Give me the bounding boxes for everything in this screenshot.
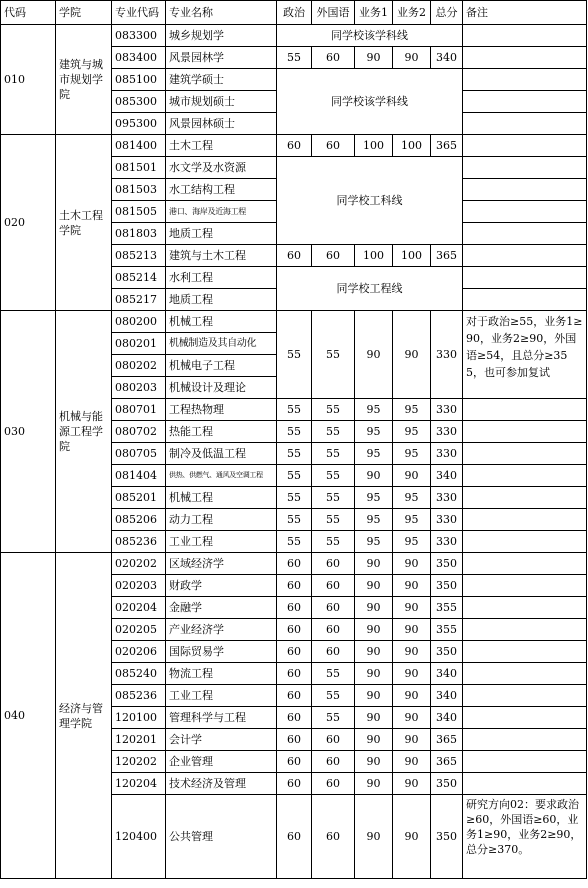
score-foreign: 60 <box>312 597 355 619</box>
major-name: 地质工程 <box>166 289 277 311</box>
score-business1: 90 <box>355 685 393 707</box>
major-name: 机械工程 <box>166 311 277 333</box>
major-code: 020202 <box>112 553 166 575</box>
major-code: 020203 <box>112 575 166 597</box>
major-name: 区域经济学 <box>166 553 277 575</box>
note-cell <box>463 773 587 795</box>
note-cell <box>463 399 587 421</box>
score-total: 330 <box>431 399 463 421</box>
score-total: 330 <box>431 487 463 509</box>
note-cell <box>463 729 587 751</box>
col-header-politics: 政治 <box>277 1 312 25</box>
major-code: 095300 <box>112 113 166 135</box>
major-code: 083400 <box>112 47 166 69</box>
score-total: 340 <box>431 465 463 487</box>
score-foreign: 55 <box>312 443 355 465</box>
major-name: 土木工程 <box>166 135 277 157</box>
score-total: 330 <box>431 443 463 465</box>
major-code: 080701 <box>112 399 166 421</box>
major-name: 水文学及水资源 <box>166 157 277 179</box>
score-total: 355 <box>431 597 463 619</box>
score-business2: 90 <box>393 311 431 399</box>
table-row <box>1 25 587 47</box>
score-politics: 55 <box>277 487 312 509</box>
score-total: 350 <box>431 575 463 597</box>
major-code: 120400 <box>112 795 166 879</box>
major-name: 热能工程 <box>166 421 277 443</box>
score-politics: 55 <box>277 465 312 487</box>
score-politics: 60 <box>277 245 312 267</box>
score-politics: 60 <box>277 553 312 575</box>
major-name: 公共管理 <box>166 795 277 879</box>
score-business1: 90 <box>355 751 393 773</box>
major-code: 085217 <box>112 289 166 311</box>
score-business2: 90 <box>393 641 431 663</box>
major-code: 081404 <box>112 465 166 487</box>
score-foreign: 55 <box>312 487 355 509</box>
score-total: 330 <box>431 531 463 553</box>
major-code: 020204 <box>112 597 166 619</box>
major-code: 020206 <box>112 641 166 663</box>
college-code: 020 <box>1 135 56 311</box>
note-cell <box>463 553 587 575</box>
score-total: 365 <box>431 135 463 157</box>
note-cell <box>463 25 587 47</box>
major-code: 080203 <box>112 377 166 399</box>
score-business2: 95 <box>393 443 431 465</box>
score-foreign: 55 <box>312 311 355 399</box>
note-cell <box>463 707 587 729</box>
score-foreign: 55 <box>312 399 355 421</box>
header-row <box>1 1 587 25</box>
major-code: 085240 <box>112 663 166 685</box>
major-name: 城市规划硕士 <box>166 91 277 113</box>
score-politics: 60 <box>277 135 312 157</box>
major-code: 085206 <box>112 509 166 531</box>
note-cell <box>463 179 587 201</box>
major-code: 085236 <box>112 685 166 707</box>
score-business1: 90 <box>355 729 393 751</box>
score-business2: 95 <box>393 421 431 443</box>
table-row <box>1 135 587 157</box>
score-politics: 60 <box>277 707 312 729</box>
score-politics: 55 <box>277 47 312 69</box>
score-business2: 90 <box>393 575 431 597</box>
merged-line-note: 同学校该学科线 <box>277 69 463 135</box>
major-name: 水工结构工程 <box>166 179 277 201</box>
major-code: 085214 <box>112 267 166 289</box>
score-total: 350 <box>431 773 463 795</box>
major-code: 081503 <box>112 179 166 201</box>
score-politics: 60 <box>277 751 312 773</box>
score-business1: 95 <box>355 421 393 443</box>
score-politics: 60 <box>277 685 312 707</box>
major-name: 工程热物理 <box>166 399 277 421</box>
major-name: 物流工程 <box>166 663 277 685</box>
score-politics: 60 <box>277 575 312 597</box>
major-name: 制冷及低温工程 <box>166 443 277 465</box>
score-business2: 95 <box>393 531 431 553</box>
score-business1: 95 <box>355 399 393 421</box>
score-business1: 90 <box>355 311 393 399</box>
score-business1: 90 <box>355 707 393 729</box>
table-row <box>1 311 587 333</box>
col-header-notes: 备注 <box>463 1 587 25</box>
score-business2: 100 <box>393 245 431 267</box>
major-name: 管理科学与工程 <box>166 707 277 729</box>
note-cell <box>463 267 587 289</box>
note-cell: 研究方向02：要求政治≥60，外国语≥60，业务1≥90，业务2≥90，总分≥370。 <box>463 795 587 879</box>
score-business2: 90 <box>393 47 431 69</box>
score-business1: 90 <box>355 641 393 663</box>
score-business2: 90 <box>393 707 431 729</box>
col-header-major-name: 专业名称 <box>166 1 277 25</box>
score-politics: 55 <box>277 509 312 531</box>
col-header-total: 总分 <box>431 1 463 25</box>
note-cell <box>463 619 587 641</box>
score-total: 355 <box>431 619 463 641</box>
major-name: 风景园林学 <box>166 47 277 69</box>
major-code: 080201 <box>112 333 166 355</box>
major-name: 国际贸易学 <box>166 641 277 663</box>
score-business2: 90 <box>393 685 431 707</box>
note-cell <box>463 751 587 773</box>
college-name: 经济与管理学院 <box>56 553 112 879</box>
note-cell <box>463 135 587 157</box>
score-foreign: 60 <box>312 619 355 641</box>
score-foreign: 60 <box>312 773 355 795</box>
major-code: 081505 <box>112 201 166 223</box>
major-name: 建筑与土木工程 <box>166 245 277 267</box>
note-cell <box>463 223 587 245</box>
score-business2: 90 <box>393 465 431 487</box>
score-politics: 55 <box>277 421 312 443</box>
major-code: 120100 <box>112 707 166 729</box>
major-code: 020205 <box>112 619 166 641</box>
score-business1: 90 <box>355 465 393 487</box>
score-business2: 90 <box>393 597 431 619</box>
score-business2: 90 <box>393 751 431 773</box>
score-business2: 90 <box>393 619 431 641</box>
note-cell <box>463 487 587 509</box>
college-name: 土木工程学院 <box>56 135 112 311</box>
col-header-college: 学院 <box>56 1 112 25</box>
score-business1: 95 <box>355 487 393 509</box>
note-cell: 对于政治≥55，业务1≥90，业务2≥90，外国语≥54，且总分≥355，也可参加复试 <box>463 311 587 399</box>
score-total: 340 <box>431 685 463 707</box>
note-cell <box>463 69 587 91</box>
score-business1: 95 <box>355 443 393 465</box>
score-foreign: 55 <box>312 421 355 443</box>
major-name: 机械设计及理论 <box>166 377 277 399</box>
score-business1: 90 <box>355 47 393 69</box>
score-total: 350 <box>431 641 463 663</box>
score-politics: 60 <box>277 773 312 795</box>
major-code: 085100 <box>112 69 166 91</box>
score-business2: 90 <box>393 663 431 685</box>
major-code: 080202 <box>112 355 166 377</box>
major-name: 机械电子工程 <box>166 355 277 377</box>
score-business1: 90 <box>355 663 393 685</box>
note-cell <box>463 509 587 531</box>
score-foreign: 60 <box>312 245 355 267</box>
major-name: 地质工程 <box>166 223 277 245</box>
note-cell <box>463 245 587 267</box>
major-name: 动力工程 <box>166 509 277 531</box>
note-cell <box>463 443 587 465</box>
score-business2: 90 <box>393 729 431 751</box>
score-business1: 90 <box>355 619 393 641</box>
major-code: 081501 <box>112 157 166 179</box>
major-code: 085236 <box>112 531 166 553</box>
col-header-code: 代码 <box>1 1 56 25</box>
score-business1: 95 <box>355 509 393 531</box>
score-total: 350 <box>431 553 463 575</box>
score-business2: 90 <box>393 553 431 575</box>
note-cell <box>463 641 587 663</box>
note-cell <box>463 421 587 443</box>
major-code: 083300 <box>112 25 166 47</box>
merged-line-note: 同学校该学科线 <box>277 25 463 47</box>
score-politics: 60 <box>277 597 312 619</box>
note-cell <box>463 685 587 707</box>
major-name: 供热、供燃气、通风及空调工程 <box>166 465 277 487</box>
score-foreign: 60 <box>312 729 355 751</box>
major-name: 风景园林硕士 <box>166 113 277 135</box>
score-politics: 60 <box>277 619 312 641</box>
score-foreign: 55 <box>312 663 355 685</box>
col-header-major-code: 专业代码 <box>112 1 166 25</box>
merged-line-note: 同学校工程线 <box>277 267 463 311</box>
score-foreign: 60 <box>312 575 355 597</box>
score-business1: 95 <box>355 531 393 553</box>
score-politics: 60 <box>277 729 312 751</box>
score-politics: 60 <box>277 641 312 663</box>
merged-line-note: 同学校工科线 <box>277 157 463 245</box>
score-foreign: 55 <box>312 685 355 707</box>
major-name: 城乡规划学 <box>166 25 277 47</box>
score-politics: 55 <box>277 443 312 465</box>
score-business2: 95 <box>393 487 431 509</box>
col-header-foreign: 外国语 <box>312 1 355 25</box>
score-business1: 90 <box>355 575 393 597</box>
note-cell <box>463 289 587 311</box>
major-code: 085213 <box>112 245 166 267</box>
col-header-business1: 业务1 <box>355 1 393 25</box>
note-cell <box>463 113 587 135</box>
score-foreign: 55 <box>312 509 355 531</box>
major-code: 080200 <box>112 311 166 333</box>
score-politics: 55 <box>277 399 312 421</box>
major-name: 企业管理 <box>166 751 277 773</box>
major-name: 技术经济及管理 <box>166 773 277 795</box>
major-code: 120204 <box>112 773 166 795</box>
score-total: 365 <box>431 751 463 773</box>
score-total: 330 <box>431 311 463 399</box>
score-politics: 60 <box>277 663 312 685</box>
college-code: 010 <box>1 25 56 135</box>
score-total: 365 <box>431 729 463 751</box>
college-code: 030 <box>1 311 56 553</box>
note-cell <box>463 157 587 179</box>
score-business1: 100 <box>355 245 393 267</box>
college-name: 机械与能源工程学院 <box>56 311 112 553</box>
score-foreign: 60 <box>312 135 355 157</box>
major-name: 工业工程 <box>166 685 277 707</box>
major-name: 财政学 <box>166 575 277 597</box>
score-foreign: 60 <box>312 751 355 773</box>
score-total: 340 <box>431 663 463 685</box>
score-total: 330 <box>431 509 463 531</box>
college-code: 040 <box>1 553 56 879</box>
major-name: 水利工程 <box>166 267 277 289</box>
major-name: 工业工程 <box>166 531 277 553</box>
major-code: 080705 <box>112 443 166 465</box>
score-business2: 90 <box>393 773 431 795</box>
major-code: 085300 <box>112 91 166 113</box>
score-total: 330 <box>431 421 463 443</box>
score-total: 340 <box>431 47 463 69</box>
major-name: 产业经济学 <box>166 619 277 641</box>
score-foreign: 55 <box>312 707 355 729</box>
note-cell <box>463 465 587 487</box>
major-code: 120201 <box>112 729 166 751</box>
score-foreign: 60 <box>312 795 355 879</box>
note-cell <box>463 91 587 113</box>
score-business1: 90 <box>355 795 393 879</box>
major-name: 机械制造及其自动化 <box>166 333 277 355</box>
score-total: 340 <box>431 707 463 729</box>
college-name: 建筑与城市规划学院 <box>56 25 112 135</box>
score-politics: 55 <box>277 531 312 553</box>
major-code: 085201 <box>112 487 166 509</box>
score-business2: 90 <box>393 795 431 879</box>
score-foreign: 55 <box>312 465 355 487</box>
table-row <box>1 553 587 575</box>
major-code: 120202 <box>112 751 166 773</box>
score-politics: 55 <box>277 311 312 399</box>
major-name: 建筑学硕士 <box>166 69 277 91</box>
score-business2: 100 <box>393 135 431 157</box>
col-header-business2: 业务2 <box>393 1 431 25</box>
score-total: 350 <box>431 795 463 879</box>
note-cell <box>463 47 587 69</box>
note-cell <box>463 575 587 597</box>
score-business2: 95 <box>393 399 431 421</box>
major-name: 港口、海岸及近海工程 <box>166 201 277 223</box>
note-cell <box>463 201 587 223</box>
score-politics: 60 <box>277 795 312 879</box>
note-cell <box>463 531 587 553</box>
major-code: 081803 <box>112 223 166 245</box>
score-foreign: 60 <box>312 641 355 663</box>
score-foreign: 60 <box>312 553 355 575</box>
score-business1: 90 <box>355 553 393 575</box>
major-name: 会计学 <box>166 729 277 751</box>
major-code: 080702 <box>112 421 166 443</box>
score-business2: 95 <box>393 509 431 531</box>
note-cell <box>463 597 587 619</box>
major-name: 机械工程 <box>166 487 277 509</box>
major-code: 081400 <box>112 135 166 157</box>
score-business1: 100 <box>355 135 393 157</box>
score-foreign: 55 <box>312 531 355 553</box>
score-business1: 90 <box>355 773 393 795</box>
score-total: 365 <box>431 245 463 267</box>
note-cell <box>463 663 587 685</box>
score-foreign: 60 <box>312 47 355 69</box>
major-name: 金融学 <box>166 597 277 619</box>
score-business1: 90 <box>355 597 393 619</box>
